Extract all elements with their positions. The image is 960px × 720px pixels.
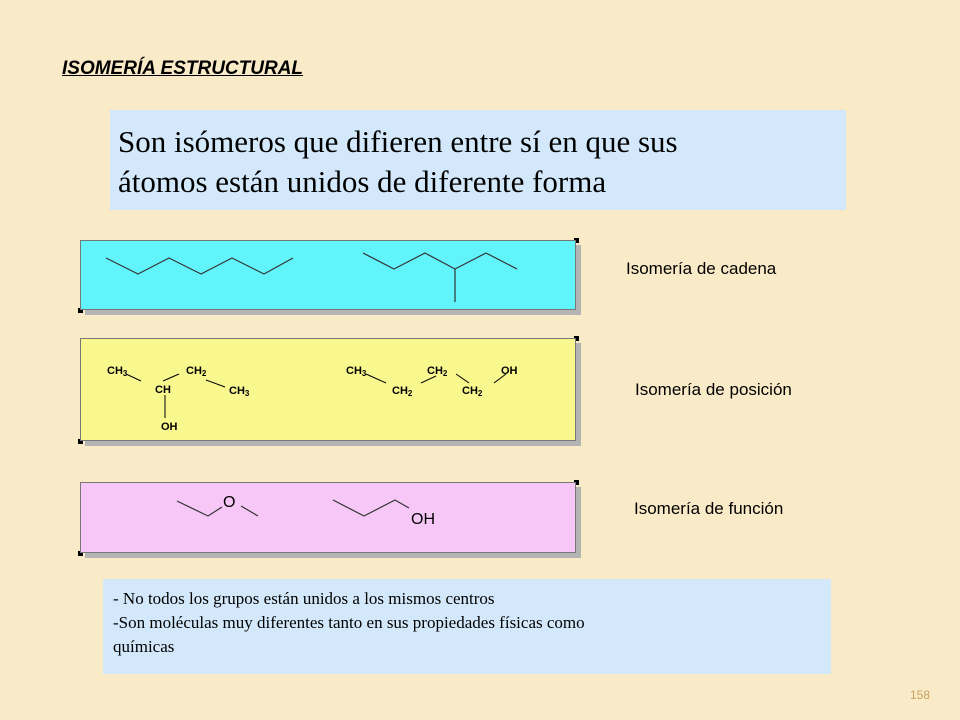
- function-isomer-panel: [80, 482, 576, 553]
- notes-box: [103, 579, 831, 674]
- chain-isomer-panel: [80, 240, 576, 310]
- ch2-group: CH: [392, 385, 408, 397]
- slide-title: ISOMERÍA ESTRUCTURAL: [62, 58, 304, 79]
- methylhexane-skeleton: [363, 253, 517, 269]
- svg-text:CH2: CH2: [186, 365, 207, 378]
- oh-group: OH: [161, 421, 178, 433]
- definition-line-1: Son isómeros que difieren entre sí en que sus: [118, 124, 678, 159]
- svg-text:CH3: CH3: [229, 385, 250, 398]
- ch3-group: CH: [107, 365, 123, 377]
- svg-text:CH2: CH2: [392, 385, 413, 398]
- note-line-3: químicas: [113, 637, 175, 656]
- function-isomer-structures: [81, 483, 577, 554]
- position-isomer-panel: [80, 338, 576, 441]
- svg-text:CH2: CH2: [462, 385, 483, 398]
- ch2-group: CH: [462, 385, 478, 397]
- svg-text:CH3: CH3: [107, 365, 128, 378]
- note-line-1: - No todos los grupos están unidos a los mismos centros: [113, 589, 495, 608]
- label-position-isomerism: Isomería de posición: [635, 380, 792, 399]
- ch2-group: CH: [427, 365, 443, 377]
- svg-text:CH3: CH3: [346, 365, 367, 378]
- ether-oxygen: O: [223, 494, 236, 511]
- chain-isomer-structures: [81, 241, 577, 311]
- svg-text:CH2: CH2: [427, 365, 448, 378]
- ch3-group: CH: [346, 365, 362, 377]
- heptane-skeleton: [106, 258, 293, 274]
- ch3-group: CH: [229, 385, 245, 397]
- ch2-group: CH: [186, 365, 202, 377]
- label-chain-isomerism: Isomería de cadena: [626, 259, 777, 278]
- note-line-2: -Son moléculas muy diferentes tanto en sus propiedades físicas como: [113, 613, 585, 632]
- alcohol-hydroxyl: OH: [411, 511, 435, 528]
- position-isomer-structures: [81, 339, 577, 442]
- ch-group: CH: [155, 384, 171, 396]
- alcohol-skeleton: [333, 500, 409, 516]
- ether-skeleton: [177, 501, 258, 516]
- oh-group: OH: [501, 365, 518, 377]
- label-function-isomerism: Isomería de función: [634, 499, 784, 518]
- butan-2-ol-structure: [126, 374, 225, 418]
- definition-line-2: átomos están unidos de diferente forma: [118, 164, 607, 199]
- page-number: 158: [910, 688, 931, 702]
- definition-box: [110, 110, 846, 210]
- svg-text:CH: [155, 384, 171, 396]
